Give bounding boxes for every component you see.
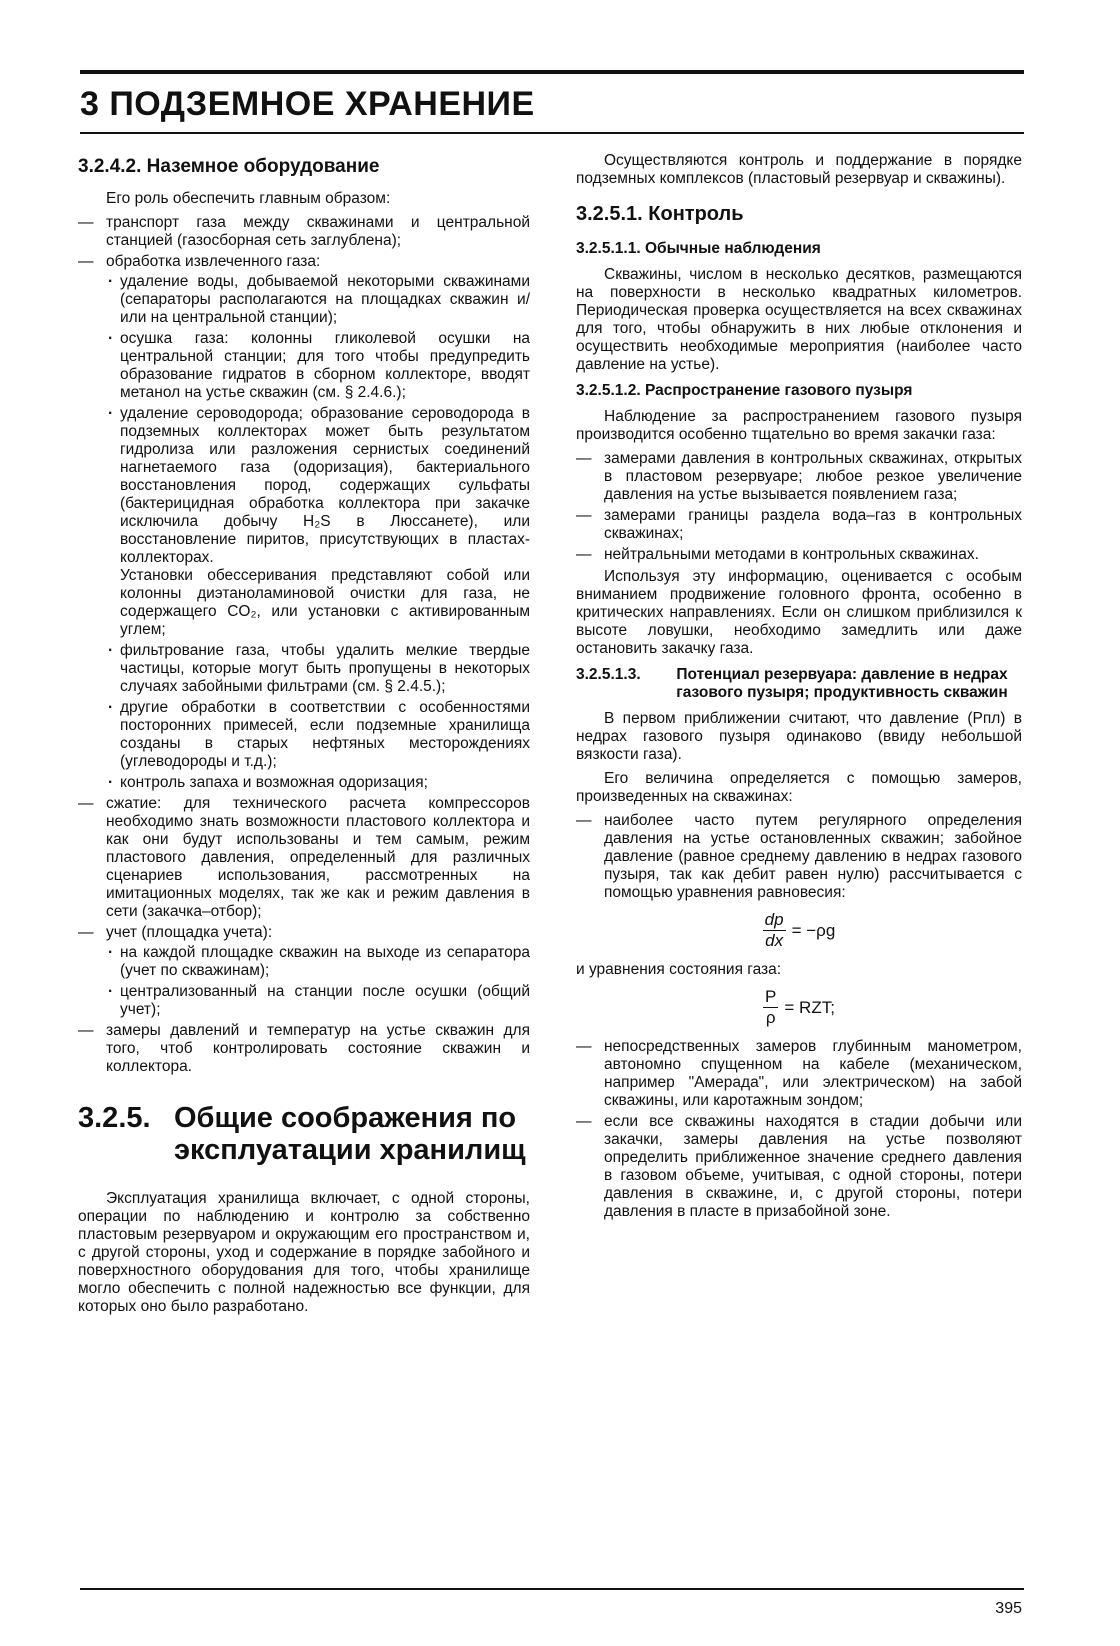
list-item	[78, 253, 530, 792]
section-number: 3.2.5.	[78, 1102, 151, 1134]
list-item-text: учет (площадка учета):	[106, 924, 273, 941]
numerator: P	[765, 987, 777, 1006]
equilibrium-formula	[576, 910, 1022, 951]
paragraph: Его роль обеспечить главным образом:	[106, 190, 391, 207]
list-item: — если все скважины находятся в стадии добычи или закачки, замеры давления на устье позволяют определить приближенное значение среднего давления в газовом объеме, учитывая, с одной стороны, потери давления в скважине, и, с другой стороны, потери давления в пласте в призабойной зоне.	[576, 1113, 1022, 1221]
denominator: ρ	[765, 1008, 776, 1027]
page-number: 395	[995, 1600, 1022, 1617]
list-item: — замеры давлений и температур на устье скважин для того, чтоб контролировать состояние скважин и коллектора.	[78, 1022, 530, 1076]
section-title: Потенциал резервуара: давление в недрах газового пузыря; продуктивность скважин	[676, 666, 1008, 701]
paragraph: В первом приближении считают, что давление (Pпл) в недрах газового пузыря одинаково (ввиду небольшой вязкости газа).	[576, 710, 1022, 763]
paragraph: Его величина определяется с помощью замеров, произведенных на скважинах:	[576, 770, 1022, 805]
sub-list-item: · другие обработки в соответствии с особенностями посторонних примесей, если подземные хранилища созданы в старых нефтяных месторождениях (углеводороды и т.д.);	[106, 699, 530, 771]
chapter-title: 3 ПОДЗЕМНОЕ ХРАНЕНИЕ	[80, 85, 535, 123]
dash-list	[576, 1038, 1022, 1221]
dash-list	[78, 214, 530, 1076]
dash-list	[576, 450, 1022, 564]
section-heading-3-2-5-1-2: 3.2.5.1.2. Распространение газового пузыря	[576, 382, 913, 399]
paragraph: Используя эту информацию, оценивается с особым вниманием продвижение головного фронта, особенно в критических направлениях. Если он слишком приблизился к высоте ловушки, необходимо замедлить или даже остановить закачку газа.	[576, 568, 1022, 657]
formula-rhs: = −ρg	[791, 920, 836, 940]
paragraph: Наблюдение за распространением газового пузыря производится особенно тщательно во время закачки газа:	[576, 408, 1022, 443]
sub-list-item: · осушка газа: колонны гликолевой осушки на центральной станции; для того чтобы предупредить образование гидратов в сборном коллекторе, вводят метанол на устье скважин (см. § 2.4.6.);	[106, 330, 530, 402]
list-item: — сжатие: для технического расчета компрессоров необходимо знать возможности пластового коллектора и как они будут использованы и тем самым, режим пластового давления, определенный для различных сценариев использования, рассмотренных на имитационных моделях, так же как и режим давления в сети (закачка–отбор);	[78, 795, 530, 921]
fraction	[763, 987, 778, 1028]
list-item-text: обработка извлеченного газа:	[106, 253, 321, 270]
section-heading-3-2-5-1-3	[576, 666, 1022, 702]
formula-rhs: = RZT;	[784, 997, 835, 1017]
footer-rule	[80, 1588, 1024, 1590]
list-item: — непосредственных замеров глубинным манометром, автономно спущенном на кабеле (механическом, например "Амерада", или электрическом) на забой скважины, или каротажным зондом;	[576, 1038, 1022, 1110]
list-item	[78, 924, 530, 1019]
left-column	[78, 152, 530, 1322]
sub-list-item: · контроль запаха и возможная одоризация;	[106, 774, 530, 792]
list-item: — транспорт газа между скважинами и центральной станцией (газосборная сеть заглублена);	[78, 214, 530, 250]
section-heading-3-2-5	[78, 1102, 530, 1166]
list-item: — наиболее часто путем регулярного определения давления на устье остановленных скважин; забойное давление (равное среднему давлению в недрах газового пузыря, так как дебит равен нулю) рассчитывается с помощью уравнения равновесия:	[576, 812, 1022, 902]
section-heading-3-2-4-2: 3.2.4.2. Наземное оборудование	[78, 156, 380, 177]
section-title: Общие соображения по эксплуатации хранилищ	[174, 1102, 526, 1166]
sub-list-item-text: Установки обессеривания представляют собой или колонны диэтаноламиновой очистки для газа, не содержащего CO₂, или установки с активированным углем;	[120, 567, 530, 638]
header-rule	[80, 132, 1024, 134]
section-heading-3-2-5-1-1: 3.2.5.1.1. Обычные наблюдения	[576, 240, 821, 257]
paragraph: Скважины, числом в несколько десятков, размещаются на поверхности в несколько квадратных километров. Периодическая проверка осуществляется на всех скважинах для того, чтобы обнаружить в них любые отклонения и осуществить необходимые мероприятия (наиболее часто давление на устье).	[576, 266, 1022, 373]
paragraph: Осуществляются контроль и поддержание в порядке подземных комплексов (пластовый резервуар и скважины).	[576, 152, 1022, 187]
sub-list-item: · фильтрование газа, чтобы удалить мелкие твердые частицы, которые могут быть пропущены в некоторых случаях забойными фильтрами (см. § 2.4.5.);	[106, 642, 530, 696]
denominator: dx	[765, 931, 784, 950]
sub-list	[106, 273, 530, 792]
state-formula	[576, 987, 1022, 1028]
sub-list	[106, 944, 530, 1019]
section-number: 3.2.5.1.3.	[576, 666, 641, 683]
list-item: — замерами границы раздела вода–газ в контрольных скважинах;	[576, 507, 1022, 543]
paragraph: и уравнения состояния газа:	[576, 961, 782, 978]
list-item: — нейтральными методами в контрольных скважинах.	[576, 546, 1022, 564]
list-item: — замерами давления в контрольных скважинах, открытых в пластовом резервуаре; любое резкое увеличение давления на устье вызывается появлением газа;	[576, 450, 1022, 504]
paragraph: Эксплуатация хранилища включает, с одной стороны, операции по наблюдению и контролю за собственно пластовым резервуаром и окружающим его пространством и, с другой стороны, уход и содержание в порядке забойного и поверхностного оборудования для того, чтобы хранилище могло обеспечить с полной надежностью все функции, для которых оно было разработано.	[78, 1190, 530, 1315]
top-rule	[80, 70, 1024, 74]
sub-list-item: · централизованный на станции после осушки (общий учет);	[106, 983, 530, 1019]
dash-list	[576, 812, 1022, 902]
sub-list-item: · удаление воды, добываемой некоторыми скважинами (сепараторы располагаются на площадках скважин и/или на центральной станции);	[106, 273, 530, 327]
fraction	[763, 910, 786, 951]
sub-list-item-text: · удаление сероводорода; образование сероводорода в подземных коллекторах может быть результатом гидролиза или разложения сернистых соединений нагнетаемого газа (одоризация), бактериального восстановления пород, содержащих сульфаты (бактерицидная обработка коллектора при закачке исключила добычу H₂S в Люссанете), или восстановление пиритов, присутствующих в пластах-коллекторах.	[120, 405, 530, 566]
numerator: dp	[764, 910, 784, 929]
right-column	[576, 152, 1022, 1225]
sub-list-item	[106, 405, 530, 639]
sub-list-item: · на каждой площадке скважин на выходе из сепаратора (учет по скважинам);	[106, 944, 530, 980]
section-heading-3-2-5-1: 3.2.5.1. Контроль	[576, 203, 744, 225]
